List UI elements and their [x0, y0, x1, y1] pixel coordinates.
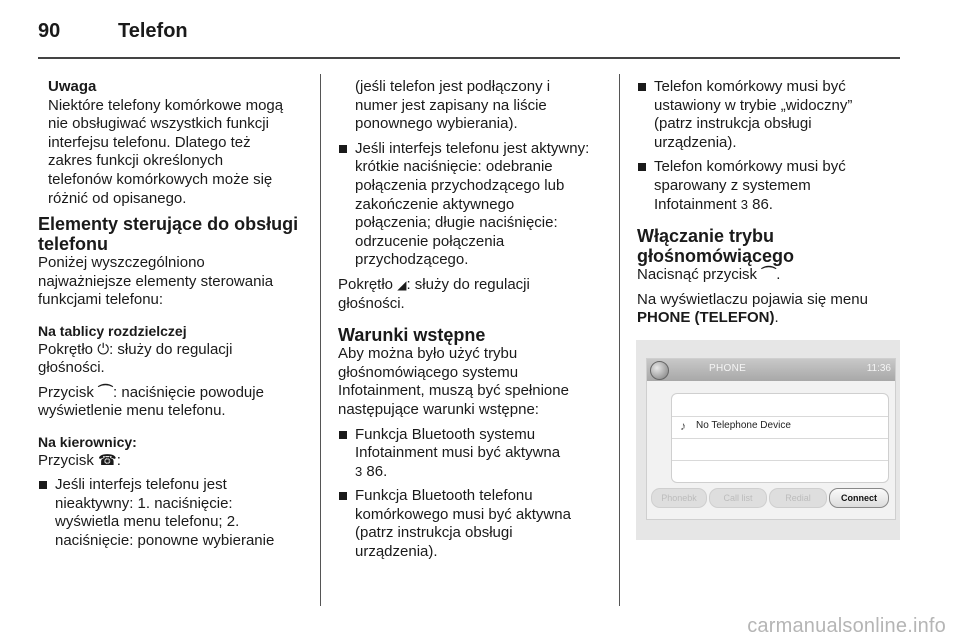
bullet-square-icon	[638, 163, 646, 171]
list-divider	[672, 416, 888, 417]
bullet-square-icon	[638, 83, 646, 91]
press-line: Nacisnąć przycisk ⌒.	[637, 266, 781, 284]
display-clock: 11:36	[866, 363, 891, 374]
globe-icon	[650, 361, 669, 380]
power-knob-icon: ⏻	[97, 340, 110, 358]
subheading-dashboard: Na tablicy rozdzielczej	[38, 322, 187, 339]
display-title-bar	[647, 359, 895, 381]
volume-line: Pokrętło ◢: służy do regulacji	[338, 275, 530, 293]
section-heading: głośnomówiącego	[637, 246, 795, 267]
steering-phone-icon: ☎	[98, 451, 117, 469]
intro-line: Poniżej wyszczególniono	[38, 254, 205, 272]
volume-wedge-icon: ◢	[397, 277, 407, 292]
section-heading: telefonu	[38, 234, 108, 255]
button-line: Przycisk ⌒: naciśnięcie powoduje	[38, 383, 264, 401]
intro-line: funkcjami telefonu:	[38, 291, 164, 309]
watermark: carmanualsonline.info	[747, 615, 946, 637]
menu-line: Na wyświetlaczu pojawia się menu	[637, 290, 868, 308]
note-line: zakres funkcji określonych	[48, 152, 224, 170]
list-divider	[672, 460, 888, 461]
note-line: Niektóre telefony komórkowe mogą	[48, 96, 284, 114]
note-line: nie obsługiwać wszystkich funkcji	[48, 115, 269, 133]
device-status: No Telephone Device	[696, 420, 791, 431]
list-item: Telefon komórkowy musi być ustawiony w trybie „widoczny” (patrz instrukcja obsługi urządzenia).	[637, 78, 907, 152]
phone-handset-icon: ⌒	[98, 383, 114, 401]
note-line: różnić od opisanego.	[48, 189, 187, 207]
bullet-square-icon	[39, 481, 47, 489]
display-frame	[646, 358, 896, 520]
list-divider	[672, 438, 888, 439]
section-heading: Elementy sterujące do obsługi	[38, 214, 299, 235]
list-item: Funkcja Bluetooth systemu Infotainment musi być aktywna 3 86.	[338, 426, 612, 482]
bullet-square-icon	[339, 145, 347, 153]
page-ref-icon: 3	[355, 463, 363, 479]
volume-line: głośności.	[338, 294, 405, 312]
music-note-icon: ♪	[680, 419, 686, 433]
bullet-square-icon	[339, 492, 347, 500]
page-title: Telefon	[118, 20, 188, 42]
list-item: Funkcja Bluetooth telefonu komórkowego musi być aktywna (patrz instrukcja obsługi urządzenia).	[338, 487, 612, 561]
intro-line: najważniejsze elementy sterowania	[38, 272, 274, 290]
note-line: telefonów komórkowych może się	[48, 170, 273, 188]
section-heading: Włączanie trybu	[637, 226, 775, 247]
column-divider-1	[320, 74, 321, 606]
note-line: interfejsu telefonu. Dlatego też	[48, 133, 251, 151]
knob-line: głośności.	[38, 359, 105, 377]
button-line: wyświetlenie menu telefonu.	[38, 402, 226, 420]
display-title: PHONE	[709, 363, 747, 374]
call-list-button[interactable]: Call list	[709, 488, 767, 508]
device-list-panel	[671, 393, 889, 483]
phone-screen-image	[636, 340, 900, 540]
page-number: 90	[38, 20, 61, 42]
menu-line: PHONE (TELEFON).	[637, 309, 779, 327]
redial-button[interactable]: Redial	[769, 488, 827, 508]
column-divider-2	[619, 74, 620, 606]
note-title: Uwaga	[48, 78, 97, 95]
knob-line: Pokrętło ⏻: służy do regulacji	[38, 340, 233, 358]
page-ref-icon: 3	[740, 196, 748, 212]
list-item: Jeśli interfejs telefonu jest aktywny: krótkie naciśnięcie: odebranie połączenia przychodzącego lub zakończenie aktywnego połączenia; długie naciśnięcie: odrzucenie połączenia przychodzącego.	[338, 140, 612, 270]
list-item: Telefon komórkowy musi być sparowany z systemem Infotainment 3 86.	[637, 158, 907, 214]
note-block	[38, 78, 310, 208]
column-2: (jeśli telefon jest podłączony i numer jest zapisany na liście ponownego wybierania). Jeśli interfejs telefonu jest aktywny: krótkie naciśnięcie: odebranie połączenia przychodzącego lub zakończenie aktywnego połączenia; długie naciśnięcie: odrzucenie połączenia przychodzącego. Pokrętło ◢: służy do regulacji głośności. Warunki wstępne Aby można było użyć trybu głośnomówiącego systemu Infotainment, muszą być spełnione następujące warunki wstępne: Funkcja Bluetooth systemu Infotainment musi być aktywna 3 86. Funkcja Bluetooth telefonu komórkowego musi być aktywna (patrz instrukcja obsługi urządzenia).	[338, 78, 612, 562]
phonebook-button[interactable]: Phonebk	[651, 488, 707, 508]
section-heading: Warunki wstępne	[338, 325, 486, 346]
phone-handset-icon: ⌒	[761, 266, 777, 284]
list-item: Jeśli interfejs telefonu jest nieaktywny: 1. naciśnięcie: wyświetla menu telefonu; 2. naciśnięcie: ponowne wybieranie	[38, 476, 310, 550]
continued-text: (jeśli telefon jest podłączony i numer jest zapisany na liście ponownego wybierania).	[355, 78, 551, 133]
wheel-line: Przycisk ☎:	[38, 451, 121, 469]
connect-button[interactable]: Connect	[829, 488, 889, 508]
bullet-square-icon	[339, 431, 347, 439]
header-rule	[38, 57, 900, 59]
column-3	[637, 78, 907, 328]
subheading-steering: Na kierownicy:	[38, 433, 137, 450]
column-1	[38, 78, 310, 550]
